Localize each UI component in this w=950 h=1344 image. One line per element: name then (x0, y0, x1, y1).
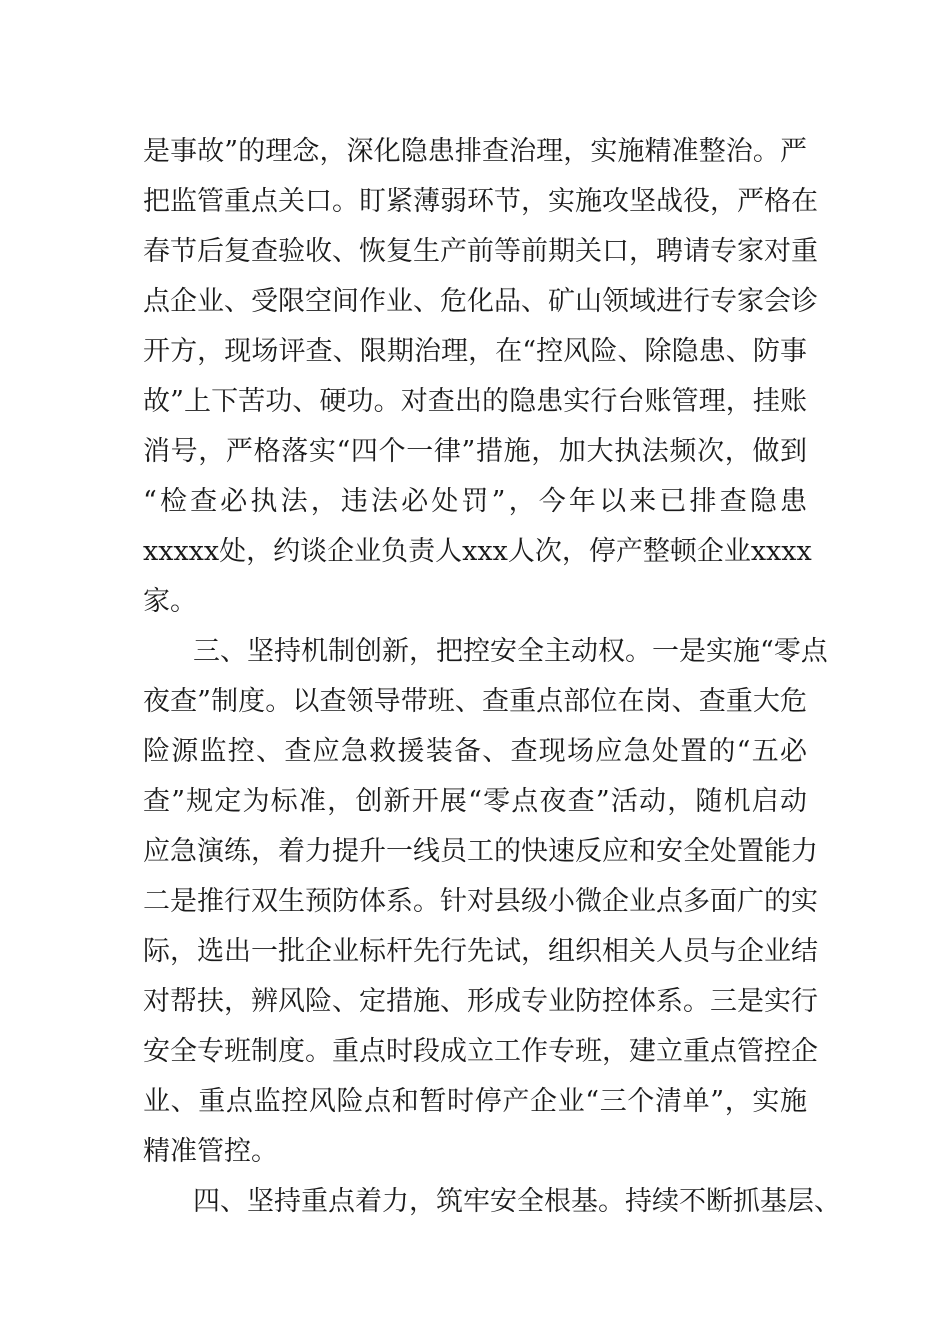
text-line: 四、坚持重点着力，筑牢安全根基。持续不断抓基层、 (193, 1186, 841, 1217)
paragraph-3 (143, 1177, 841, 1227)
text-line: 消号，严格落实“四个一律”措施，加大执法频次，做到 (143, 436, 807, 467)
paragraph-2 (143, 627, 828, 1177)
text-line: 三、坚持机制创新，把控安全主动权。一是实施“零点 (193, 636, 828, 667)
text-line: 春节后复查验收、恢复生产前等前期关口，聘请专家对重 (143, 236, 818, 267)
document-body (143, 127, 841, 1227)
text-line: 是事故”的理念，深化隐患排查治理，实施精准整治。严 (143, 136, 807, 167)
paragraph-1 (143, 127, 818, 627)
text-line: 应急演练，着力提升一线员工的快速反应和安全处置能力 (143, 836, 818, 867)
text-line: 际，选出一批企业标杆先行先试，组织相关人员与企业结 (143, 936, 818, 967)
text-line: 点企业、受限空间作业、危化品、矿山领域进行专家会诊 (143, 286, 818, 317)
text-line: 业、重点监控风险点和暂时停产企业“三个清单”，实施 (143, 1086, 807, 1117)
text-line: “检查必执法，违法必处罚”，今年以来已排查隐患 (143, 486, 807, 517)
text-line: 二是推行双生预防体系。针对县级小微企业点多面广的实 (143, 886, 818, 917)
text-line: 对帮扶，辨风险、定措施、形成专业防控体系。三是实行 (143, 986, 818, 1017)
text-line: 险源监控、查应急救援装备、查现场应急处置的“五必 (143, 736, 807, 767)
text-line: 开方，现场评查、限期治理，在“控风险、除隐患、防事 (143, 336, 807, 367)
text-line: 精准管控。 (143, 1136, 278, 1167)
text-line: 故”上下苦功、硬功。对查出的隐患实行台账管理，挂账 (143, 386, 807, 417)
text-line: 夜查”制度。以查领导带班、查重点部位在岗、查重大危 (143, 686, 807, 717)
text-line: 把监管重点关口。盯紧薄弱环节，实施攻坚战役，严格在 (143, 186, 818, 217)
text-line: xxxxx处，约谈企业负责人xxx人次，停产整顿企业xxxx (143, 536, 812, 567)
text-line: 家。 (143, 586, 197, 617)
text-line: 安全专班制度。重点时段成立工作专班，建立重点管控企 (143, 1036, 818, 1067)
text-line: 查”规定为标准，创新开展“零点夜查”活动，随机启动 (143, 786, 807, 817)
